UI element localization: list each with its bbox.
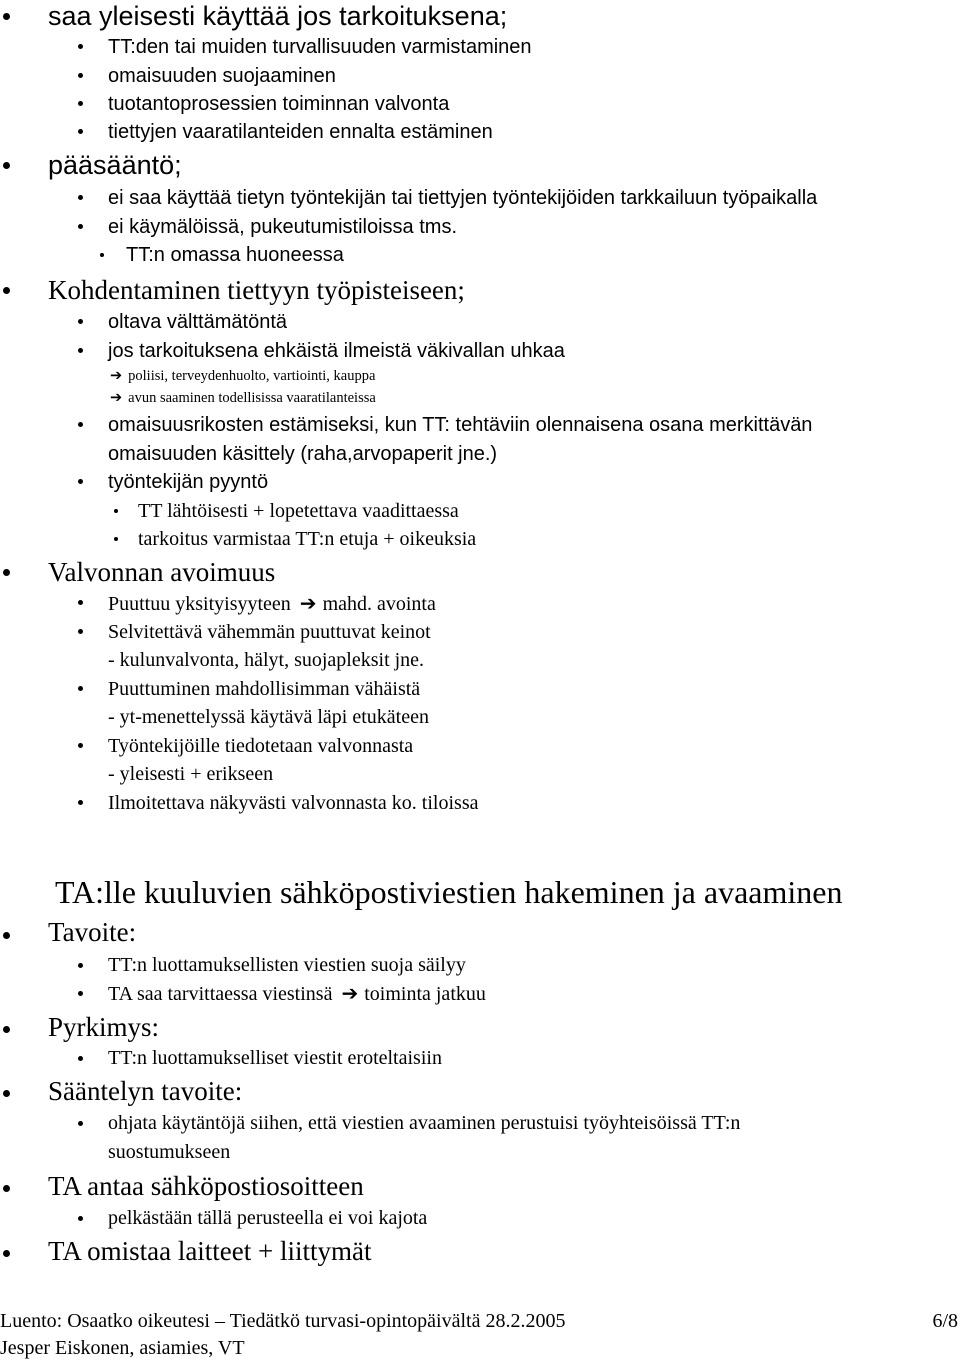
- bullet-dot-icon: [3, 162, 10, 169]
- arrow-item-text: poliisi, terveydenhuolto, vartiointi, kauppa: [128, 368, 376, 384]
- list-item: oltava välttämätöntä: [108, 311, 287, 333]
- list-item: Työntekijöille tiedotetaan valvonnasta: [108, 735, 414, 757]
- bullet-dot-icon: [78, 44, 83, 49]
- list-item-text: toiminta jatkuu: [364, 983, 486, 1005]
- list-item-continuation: - kulunvalvonta, hälyt, suojapleksit jne.: [108, 649, 425, 671]
- list-item: [108, 593, 436, 614]
- list-item-text: Puuttuu yksityisyyteen: [108, 593, 291, 615]
- bullet-dot-icon: [3, 13, 10, 20]
- list-item-continuation: omaisuuden käsittely (raha,arvopaperit jne.): [108, 443, 498, 465]
- list-item: [108, 983, 486, 1004]
- list-item: omaisuuden suojaaminen: [108, 65, 336, 87]
- list-item: ei saa käyttää tietyn työntekijän tai tiettyjen työntekijöiden tarkkailuun työpaikalla: [108, 187, 818, 209]
- bullet-dot-icon: [3, 1026, 10, 1033]
- list-item-text: mahd. avointa: [322, 593, 436, 615]
- list-item: pelkästään tällä perusteella ei voi kajota: [108, 1207, 428, 1229]
- bullet-dot-icon: [78, 129, 83, 134]
- arrow-item: [110, 391, 376, 406]
- bullet-dot-icon: [78, 224, 83, 229]
- list-item: ohjata käytäntöjä siihen, että viestien avaaminen perustuisi työyhteisöissä TT:n: [108, 1112, 741, 1134]
- bullet-dot-icon: [3, 287, 10, 294]
- bullet-dot-icon: [78, 348, 83, 353]
- bullet-dot-icon: [78, 963, 83, 968]
- right-arrow-icon: ➔: [341, 981, 359, 1005]
- heading-general-use: saa yleisesti käyttää jos tarkoituksena;: [48, 1, 508, 31]
- bullet-dot-icon: [78, 422, 83, 427]
- bullet-dot-icon: [78, 101, 83, 106]
- bullet-dot-icon: [78, 1216, 83, 1221]
- bullet-dot-icon: [3, 932, 10, 939]
- sub-list-item: TT lähtöisesti + lopetettava vaadittaessa: [138, 500, 459, 522]
- heading-goal: Tavoite:: [48, 917, 137, 947]
- list-item-continuation: - yleisesti + erikseen: [108, 763, 274, 785]
- sub-list-item: TT:n omassa huoneessa: [126, 244, 344, 266]
- list-item-continuation: - yt-menettelyssä käytävä läpi etukäteen: [108, 706, 429, 728]
- list-item: Selvitettävä vähemmän puuttuvat keinot: [108, 621, 431, 643]
- right-arrow-icon: ➔: [299, 591, 317, 615]
- list-item-text: TA saa tarvittaessa viestinsä: [108, 983, 333, 1005]
- section-title: TA:lle kuuluvien sähköpostiviestien hakeminen ja avaaminen: [55, 874, 843, 910]
- bullet-dot-icon: [3, 1250, 10, 1257]
- bullet-dot-icon: [78, 991, 83, 996]
- bullet-dot-icon: [78, 73, 83, 78]
- list-item: TT:n luottamuksellisten viestien suoja säilyy: [108, 954, 466, 976]
- arrow-item: [110, 369, 375, 384]
- bullet-dot-icon: [114, 537, 118, 541]
- bullet-dot-icon: [78, 195, 83, 200]
- bullet-dot-icon: [78, 800, 83, 805]
- heading-aim: Pyrkimys:: [48, 1012, 160, 1042]
- heading-equipment: TA omistaa laitteet + liittymät: [48, 1236, 372, 1266]
- list-item: TT:n luottamukselliset viestit eroteltaisiin: [108, 1047, 442, 1069]
- list-item-continuation: suostumukseen: [108, 1141, 231, 1163]
- heading-email-address: TA antaa sähköpostiosoitteen: [48, 1171, 364, 1201]
- right-arrow-icon: ➔: [110, 390, 123, 406]
- list-item: tuotantoprosessien toiminnan valvonta: [108, 93, 450, 115]
- bullet-dot-icon: [3, 1185, 10, 1192]
- right-arrow-icon: ➔: [110, 368, 123, 384]
- list-item: TT:den tai muiden turvallisuuden varmistaminen: [108, 36, 532, 58]
- heading-regulation-goal: Sääntelyn tavoite:: [48, 1076, 243, 1106]
- bullet-dot-icon: [114, 509, 118, 513]
- bullet-dot-icon: [78, 629, 83, 634]
- bullet-dot-icon: [78, 319, 83, 324]
- sub-list-item: tarkoitus varmistaa TT:n etuja + oikeuksia: [138, 528, 477, 550]
- list-item: Puuttuminen mahdollisimman vähäistä: [108, 678, 421, 700]
- bullet-dot-icon: [78, 1121, 83, 1126]
- bullet-dot-icon: [78, 600, 83, 605]
- heading-main-rule: pääsääntö;: [48, 150, 182, 180]
- bullet-dot-icon: [78, 686, 83, 691]
- list-item: omaisuusrikosten estämiseksi, kun TT: tehtäviin olennaisena osana merkittävän: [108, 414, 813, 436]
- bullet-dot-icon: [3, 1090, 10, 1097]
- footer-lecture-info: Luento: Osaatko oikeutesi – Tiedätkö turvasi-opintopäivältä 28.2.2005: [0, 1310, 566, 1332]
- list-item: jos tarkoituksena ehkäistä ilmeistä väkivallan uhkaa: [108, 340, 565, 362]
- bullet-dot-icon: [78, 479, 83, 484]
- footer-author: Jesper Eiskonen, asiamies, VT: [0, 1337, 245, 1359]
- bullet-dot-icon: [78, 743, 83, 748]
- heading-targeting: Kohdentaminen tiettyyn työpisteiseen;: [48, 275, 465, 305]
- page-number: 6/8: [932, 1310, 958, 1332]
- heading-openness: Valvonnan avoimuus: [48, 557, 276, 587]
- list-item: ei käymälöissä, pukeutumistiloissa tms.: [108, 216, 458, 238]
- bullet-dot-icon: [3, 569, 10, 576]
- arrow-item-text: avun saaminen todellisissa vaaratilanteissa: [128, 390, 376, 406]
- list-item: työntekijän pyyntö: [108, 471, 269, 493]
- bullet-dot-icon: [78, 1056, 83, 1061]
- bullet-dot-icon: [100, 253, 104, 257]
- list-item: Ilmoitettava näkyvästi valvonnasta ko. tiloissa: [108, 792, 479, 814]
- list-item: tiettyjen vaaratilanteiden ennalta estäminen: [108, 121, 493, 143]
